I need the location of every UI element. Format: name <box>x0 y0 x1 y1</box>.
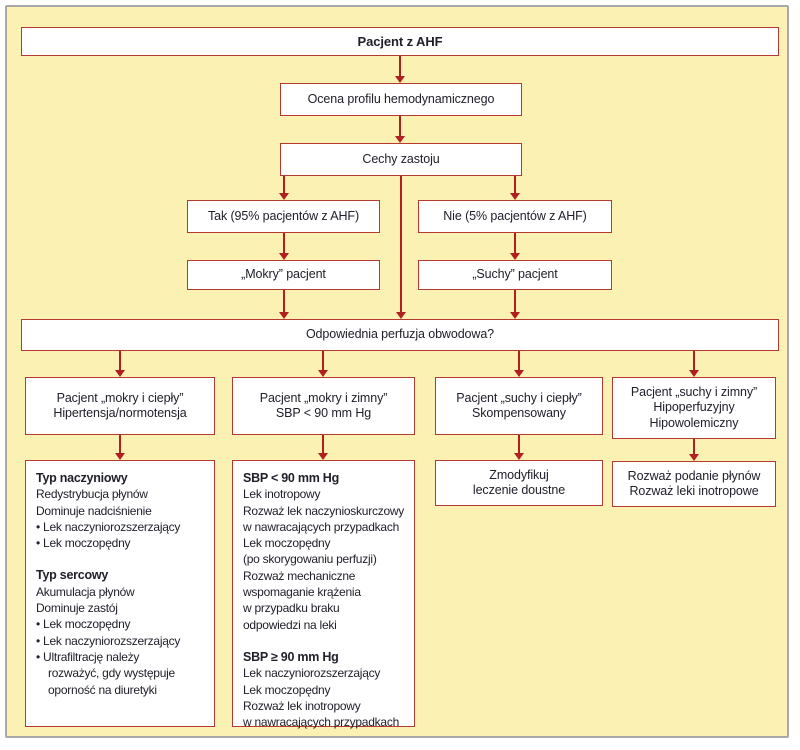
node-patient-ahf: Pacjent z AHF <box>21 27 779 56</box>
node-perfusion-question: Odpowiednia perfuzja obwodowa? <box>21 319 779 351</box>
node-congestion-signs: Cechy zastoju <box>280 143 522 176</box>
node-profile-wet-cold: Pacjent „mokry i zimny” SBP < 90 mm Hg <box>232 377 415 435</box>
node-wet-patient: „Mokry” pacjent <box>187 260 380 290</box>
node-profile-wet-warm: Pacjent „mokry i ciepły” Hipertensja/normotensja <box>25 377 215 435</box>
node-no-branch: Nie (5% pacjentów z AHF) <box>418 200 612 233</box>
treatment-wet-warm: Typ naczyniowy Redystrybucja płynów Dominuje nadciśnienie • Lek naczyniorozszerzający • Lek moczopędny Typ sercowy Akumulacja płynów Dominuje zastój • Lek moczopędny • Lek naczyniorozszerzający • Ultrafiltrację należy rozważyć, gdy występuje oporność na diuretyki <box>25 460 215 727</box>
treatment-wet-cold: SBP < 90 mm Hg Lek inotropowy Rozważ lek naczynioskurczowy w nawracających przypadkach Lek moczopędny (po skorygowaniu perfuzji) Rozważ mechaniczne wspomaganie krążenia w przypadku braku odpowiedzi na leki SBP ≥ 90 mm Hg Lek naczyniorozszerzający Lek moczopędny Rozważ lek inotropowy w nawracających przypadkach <box>232 460 415 727</box>
node-profile-dry-warm: Pacjent „suchy i ciepły” Skompensowany <box>435 377 603 435</box>
treatment-dry-cold: Rozważ podanie płynów Rozważ leki inotropowe <box>612 461 776 507</box>
node-hemodynamic-assessment: Ocena profilu hemodynamicznego <box>280 83 522 116</box>
node-profile-dry-cold: Pacjent „suchy i zimny” Hipoperfuzyjny Hipowolemiczny <box>612 377 776 439</box>
node-dry-patient: „Suchy” pacjent <box>418 260 612 290</box>
node-yes-branch: Tak (95% pacjentów z AHF) <box>187 200 380 233</box>
treatment-dry-warm: Zmodyfikuj leczenie doustne <box>435 460 603 506</box>
